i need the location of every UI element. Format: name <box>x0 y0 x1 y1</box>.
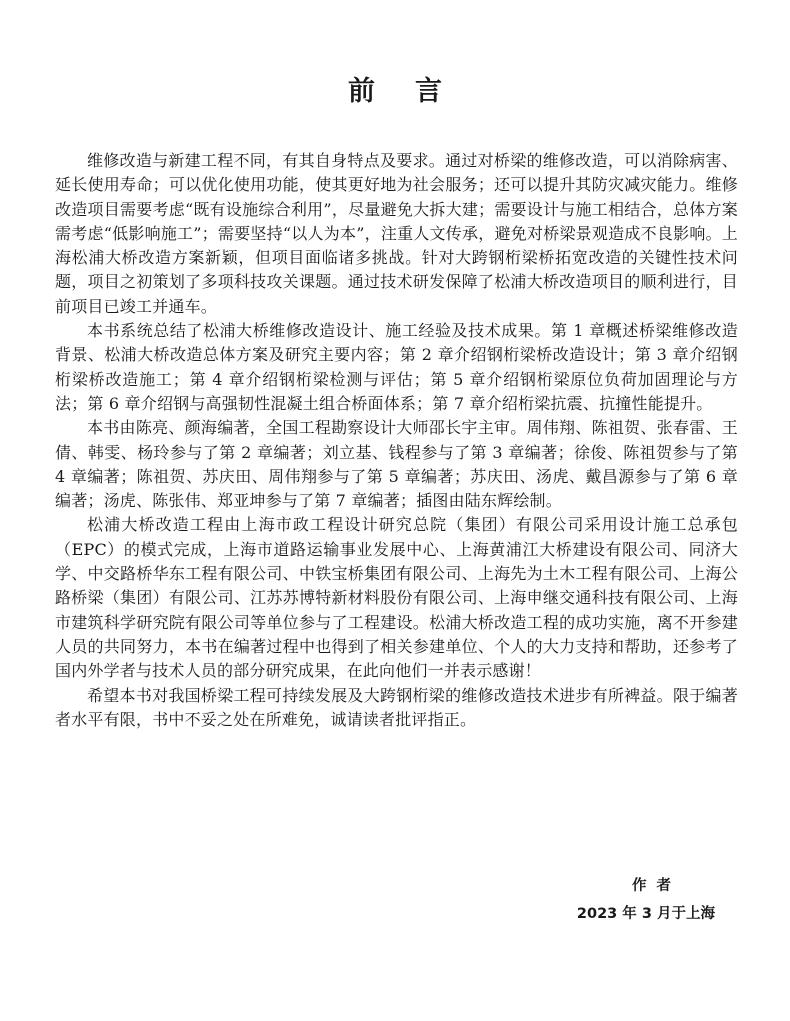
paragraph-chapters: 本书系统总结了松浦大桥维修改造设计、施工经验及技术成果。第 1 章概述桥梁维修改造背景、松浦大桥改造总体方案及研究主要内容；第 2 章介绍钢桁梁桥改造设计；第 3 章介绍钢桁梁桥改造施工；第 4 章介绍钢桁梁检测与评估；第 5 章介绍钢桁梁原位负荷加固理论与方法；第 6 章介绍钢与高强韧性混凝土组合桥面体系；第 7 章介绍桁梁抗震、抗撞性能提升。 <box>55 321 738 413</box>
page-title: 前言 <box>348 76 482 107</box>
paragraph-authors: 本书由陈亮、颜海编著，全国工程勘察设计大师邵长宇主审。周伟翔、陈祖贺、张春雷、王倩、韩雯、杨玲参与了第 2 章编著；刘立基、钱程参与了第 3 章编著；徐俊、陈祖贺参与了第 4 章编著；陈祖贺、苏庆田、周伟翔参与了第 5 章编著；苏庆田、汤虎、戴昌源参与了第 6 章编著；汤虎、陈张伟、郑亚坤参与了第 7 章编著；插图由陆东辉绘制。 <box>55 418 738 511</box>
signature-date: 2023 年 3 月于上海 <box>576 906 715 922</box>
paragraph-intro: 维修改造与新建工程不同，有其自身特点及要求。通过对桥梁的维修改造，可以消除病害、延长使用寿命；可以优化使用功能，使其更好地为社会服务；还可以提升其防灾减灾能力。维修改造项目需要考虑“既有设施综合利用”，尽量避免大拆大建；需要设计与施工相结合，总体方案需考虑“低影响施工”；需要坚持“以人为本”，注重人文传承，避免对桥梁景观造成不良影响。上海松浦大桥改造方案新颖，但项目面临诸多挑战。针对大跨钢桁梁桥拓宽改造的关键性技术问题，项目之初策划了多项科技攻关课题。通过技术研发保障了松浦大桥改造项目的顺利进行，目前项目已竣工并通车。 <box>55 151 738 316</box>
signature-block <box>577 873 715 927</box>
signature-author: 作者 <box>632 878 681 894</box>
preface-body <box>55 149 738 732</box>
paragraph-closing: 希望本书对我国桥梁工程可持续发展及大跨钢桁梁的维修改造技术进步有所裨益。限于编著者水平有限，书中不妥之处在所难免，诚请读者批评指正。 <box>55 685 738 729</box>
paragraph-acknowledgement: 松浦大桥改造工程由上海市政工程设计研究总院（集团）有限公司采用设计施工总承包（EPC）的模式完成，上海市道路运输事业发展中心、上海黄浦江大桥建设有限公司、同济大学、中交路桥华东工程有限公司、中铁宝桥集团有限公司、上海先为土木工程有限公司、上海公路桥梁（集团）有限公司、江苏苏博特新材料股份有限公司、上海申继交通科技有限公司、上海市建筑科学研究院有限公司等单位参与了工程建设。松浦大桥改造工程的成功实施，离不开参建人员的共同努力，本书在编著过程中也得到了相关参建单位、个人的大力支持和帮助，还参考了国内外学者与技术人员的部分研究成果，在此向他们一并表示感谢！ <box>55 515 738 681</box>
